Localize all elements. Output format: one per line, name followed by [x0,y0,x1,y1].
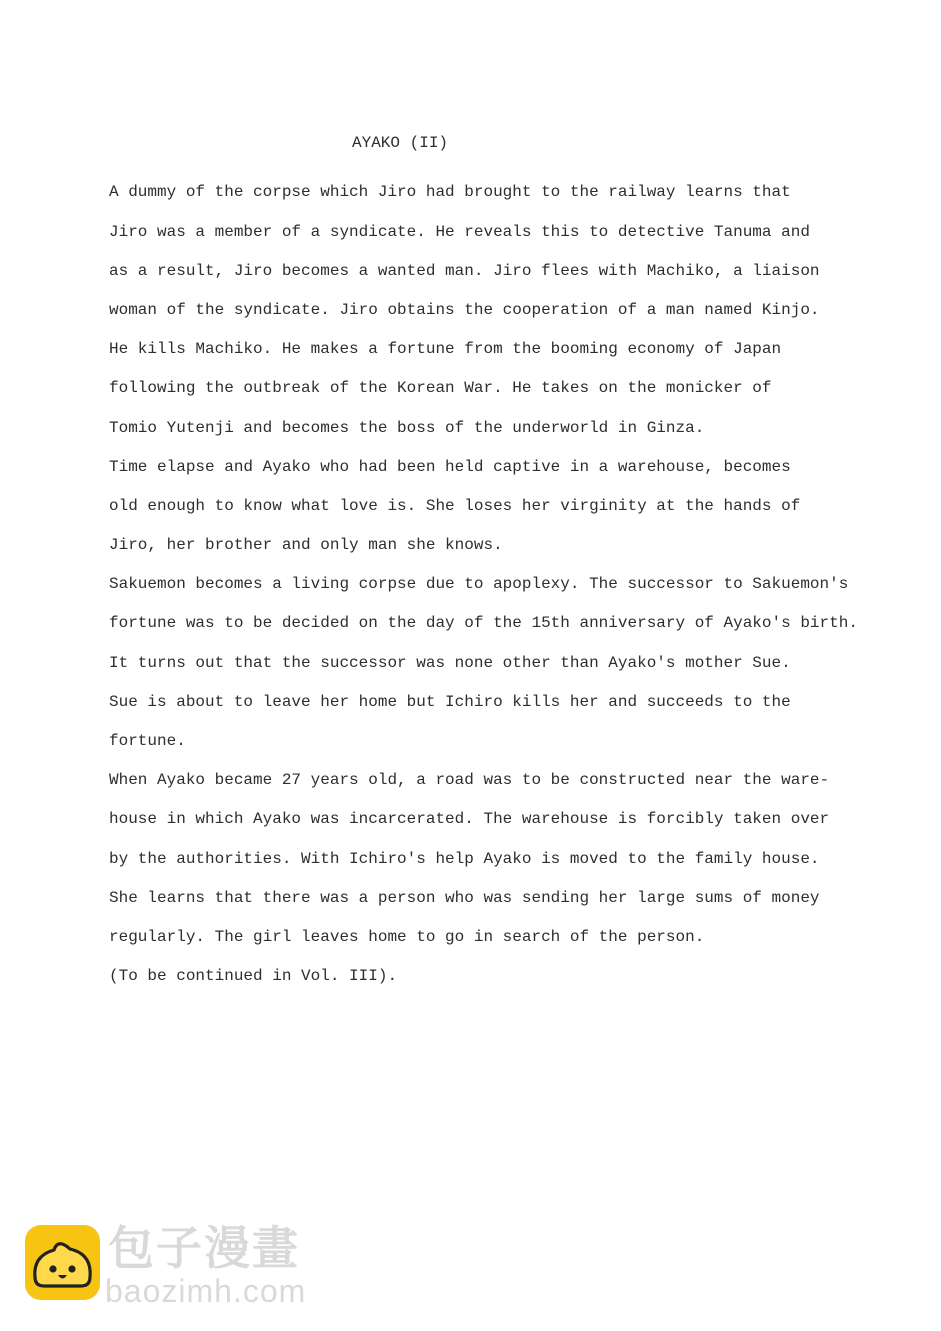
text-line: regularly. The girl leaves home to go in search of the person. [109,927,705,946]
text-line: A dummy of the corpse which Jiro had brought to the railway learns that [109,183,791,202]
watermark-domain: baozimh.com [105,1273,307,1309]
document-body [109,173,909,996]
text-line: fortune. [109,732,186,751]
text-line: Tomio Yutenji and becomes the boss of the underworld in Ginza. [109,418,705,437]
text-line: Jiro, her brother and only man she knows. [109,536,503,555]
text-line: She learns that there was a person who was sending her large sums of money [109,888,820,907]
text-line: as a result, Jiro becomes a wanted man. Jiro flees with Machiko, a liaison [109,261,820,280]
text-line: house in which Ayako was incarcerated. The warehouse is forcibly taken over [109,810,830,829]
text-line: Jiro was a member of a syndicate. He reveals this to detective Tanuma and [109,222,810,241]
text-line: old enough to know what love is. She loses her virginity at the hands of [109,496,801,515]
watermark-logo [25,1221,325,1310]
text-line: (To be continued in Vol. III). [109,967,398,986]
text-line: woman of the syndicate. Jiro obtains the cooperation of a man named Kinjo. [109,300,820,319]
text-line: It turns out that the successor was none other than Ayako's mother Sue. [109,653,791,672]
bun-face-icon [25,1225,100,1300]
page-title: AYAKO (II) [352,134,449,152]
text-line: Time elapse and Ayako who had been held captive in a warehouse, becomes [109,457,791,476]
text-line: Sue is about to leave her home but Ichiro kills her and succeeds to the [109,692,791,711]
text-line: He kills Machiko. He makes a fortune from the booming economy of Japan [109,340,782,359]
watermark-brand-name: 包子漫畫 [108,1221,300,1275]
text-line: fortune was to be decided on the day of the 15th anniversary of Ayako's birth. [109,614,858,633]
text-line: When Ayako became 27 years old, a road was to be constructed near the ware- [109,771,830,790]
text-line: following the outbreak of the Korean War. He takes on the monicker of [109,379,772,398]
text-line: by the authorities. With Ichiro's help Ayako is moved to the family house. [109,849,820,868]
text-line: Sakuemon becomes a living corpse due to apoplexy. The successor to Sakuemon's [109,575,849,594]
